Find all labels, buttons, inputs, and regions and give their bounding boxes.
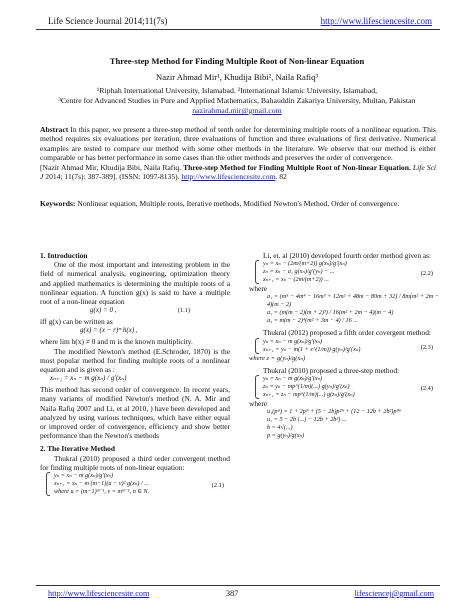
definition-b: b = 4√(...) [267,424,293,432]
definition-u1: u₁(pᵐ) = 1 + 2pᵐ + (5 − 2b)p²ᵐ + (12 − 12b + 2b²)p³ᵐ [267,408,401,416]
right-column [249,251,439,440]
intro-paragraph-3: where lim h(x) ≠ 0 and m is the known multiplicity. [40,337,193,347]
equation-2-2-line-3: xₙ₊₁ = xₙ − (2m/(m+2)) ... [263,276,329,284]
citation-rest: 2014; 11(7s): 387-389]. (ISSN: 1097-8135). [43,172,182,182]
email-link[interactable]: nazirahmad.mir@gmail.com [192,106,282,115]
coefficient-a3: a₃ = m(m − 2)⁴(m² + 3m − 4) / 16 ... [267,317,358,325]
equation-1-1-body: g(x) = 0 , [90,306,117,315]
coefficient-a1: a₁ = (m⁵ − 4m⁴ − 16m³ + 12m² + 48m − 80m + 32) / 8m(m² + 2m − 4)(m − 2) [267,293,439,309]
definition-u2: u₂ = 5 − 2b (...) − 12b + 2b²) ... [267,416,347,424]
equation-g-factor-body: g(x) = (x − r)ᵐ h(x) , [80,326,138,335]
equation-modified-newton [40,374,230,385]
header-rule [36,29,440,30]
equation-2-4-number: (2.4) [420,384,433,392]
thukral-2012-paragraph: Thukral (2012) proposed a fifth order covergent method: [263,328,431,338]
equation-2-3-line-1: yₙ = xₙ − m g(xₙ)/g′(xₙ) [263,337,323,345]
keywords-text: Nonlinear equation, Multiple roots, Iterative methods, Modified Newton's Method, Order of convergence. [75,199,400,208]
equation-2-2-line-2: zₙ = xₙ − a₁ g(xₙ)/g′(yₙ) − ... [263,268,335,276]
thukral-2010-paragraph: Thukral (2010) proposed a three-step method: [263,365,400,375]
footer-site-link[interactable]: http://www.lifesciencesite.com [48,589,150,598]
citation-link[interactable]: http://www.lifesciencesite.com [181,172,276,182]
equation-2-1-brace [46,472,50,496]
equation-2-3-brace [255,338,259,354]
intro-paragraph-5: This method has second order of convergence. In recent years, many variants of modified Newton's method (N. A. Mir and Naila Rafiq 2007 and Li, et al 2010, ) have been developed and analyzed by using various techniques, which have either equal or improved order of convergence, efficiency and show better performance than the Newton's methods [40,385,230,441]
citation-prefix: [Nazir Ahmad Mir, Khudija Bibi, Naila Rafiq. [40,162,184,172]
citation-end: . 82 [275,172,287,182]
footer-email-link[interactable]: lifesciencej@gmail.com [354,589,434,598]
where-label-1: where [249,284,268,294]
method-paragraph-1: Thukral (2010) proposed a third order convergent method for finding multiple roots of non-linear equation: [40,453,230,472]
page-number: 387 [226,589,239,598]
u-definitions [249,408,439,440]
page-footer [36,589,440,601]
equation-2-4-line-2: zₙ = yₙ − mp^(1/m)(...) g(yₙ)/g′(xₙ) [263,383,350,391]
equation-1-1 [40,306,230,317]
abstract-label: Abstract [40,125,69,134]
equation-2-2-brace [255,260,259,284]
equation-2-1-line-1: yₙ = xₙ − m g(xₙ)/g′(xₙ) [54,472,114,480]
equation-2-1 [40,472,230,496]
coefficient-block [249,293,439,325]
keywords-label: Keywords: [40,199,76,208]
section-iterative-method-heading: 2. The Iterative Method [40,444,115,454]
equation-2-3-number: (2.3) [420,344,433,351]
equation-2-2-number: (2.2) [420,269,433,277]
where-label-3: where [249,399,268,409]
li-paragraph: Li, et. al (2010) developed fourth order method given as: [263,251,432,260]
journal-site-link[interactable]: http://www.lifesciencesite.com [320,16,432,26]
equation-2-2-line-1: yₙ = xₙ − (2m/(m+2)) g(xₙ)/g′(xₙ) [263,260,347,268]
intro-paragraph-1: One of the most important and interesting problem in the field of numerical analysis, engineering, optimization theory and applied mathematics is determining the multiple roots of a nonlinear equation. A function g(x) is said to have a multiple root of a non-linear equation [40,260,230,307]
equation-2-4-line-1: yₙ = xₙ − m g(xₙ)/g′(xₙ) [263,375,323,383]
coefficient-a2: a₂ = (m(m − 2)(m + 2)³) / 16(m² + 2m − 4)(m − 4) [267,309,394,317]
equation-1-1-number: (1.1) [177,307,190,315]
equation-2-3 [249,338,439,354]
footer-rule [36,585,440,586]
affiliation-2: ³Centre for Advanced Studies in Pure and Applied Mathematics, Bahauddin Zakariya University, Multan, Pakistan [58,96,416,105]
equation-2-3-line-2: xₙ₊₁ = yₙ − m(1 + z^(1/m)) g(yₙ)/g′(xₙ) [263,345,361,353]
affiliation-1: ¹Riphah International University, Islamabad. ²International Islamic University, Islamabad, [96,86,378,95]
running-header [34,16,440,30]
intro-paragraph-4: The modified Newton's method (E.Schroder, 1870) is the most popular method for finding multiple roots of a nonlinear equation and is given as : [40,346,230,375]
equation-2-1-number: (2.1) [211,481,224,489]
left-column [40,251,230,496]
equation-2-4 [249,375,439,399]
where-label-2: where z = g(yₙ)/g(xₙ) [249,354,306,362]
abstract [40,125,436,181]
citation-journal: Life Sci J [40,162,436,182]
citation-title: Three-step Method for Finding Multiple Root of Non-linear Equation. [183,162,411,172]
equation-2-2 [249,260,439,284]
equation-2-4-line-3: xₙ₊₁ = zₙ − mp^(1/m)(...) g(zₙ)/g′(xₙ) [263,391,355,399]
equation-2-4-brace [255,375,259,399]
author-list: Nazir Ahmad Mir¹, Khudija Bibi², Naila Rafiq³ [156,72,318,82]
equation-2-1-line-2: xₙ₊₁ = xₙ − m (m−1)(u − v)² g(xₙ) / ... [54,480,149,488]
definition-p: p = g(yₙ)/g(xₙ) [267,432,305,440]
abstract-text: In this paper, we present a three-step method of tenth order for determining multiple roots of a nonlinear equation. This method requires six evaluations per iteration, three evaluations of function and three evaluations of first derivative. Numerical examples are tested to compare our method with some other methods in the literature. We observe that our method is either comparable or has better performance in some cases than the other methods and preserves the order of convergence. [40,125,436,163]
equation-g-factor [40,326,230,337]
equation-modified-newton-body: xₙ₊₁ = xₙ − m g(xₙ) / g′(xₙ) [50,374,127,383]
section-introduction-heading: 1. Introduction [40,251,88,260]
intro-paragraph-2: iff g(x) can be written as [40,317,113,327]
keywords [40,199,436,208]
author-email[interactable] [40,106,434,115]
equation-2-1-line-3: where u = (m−1)ᵐ⁻¹, v = mᵐ⁻¹, n ∈ N. [54,488,150,496]
journal-name: Life Science Journal 2014;11(7s) [48,16,168,26]
paper-title: Three-step Method for Finding Multiple Root of Non-linear Equation [109,56,365,66]
